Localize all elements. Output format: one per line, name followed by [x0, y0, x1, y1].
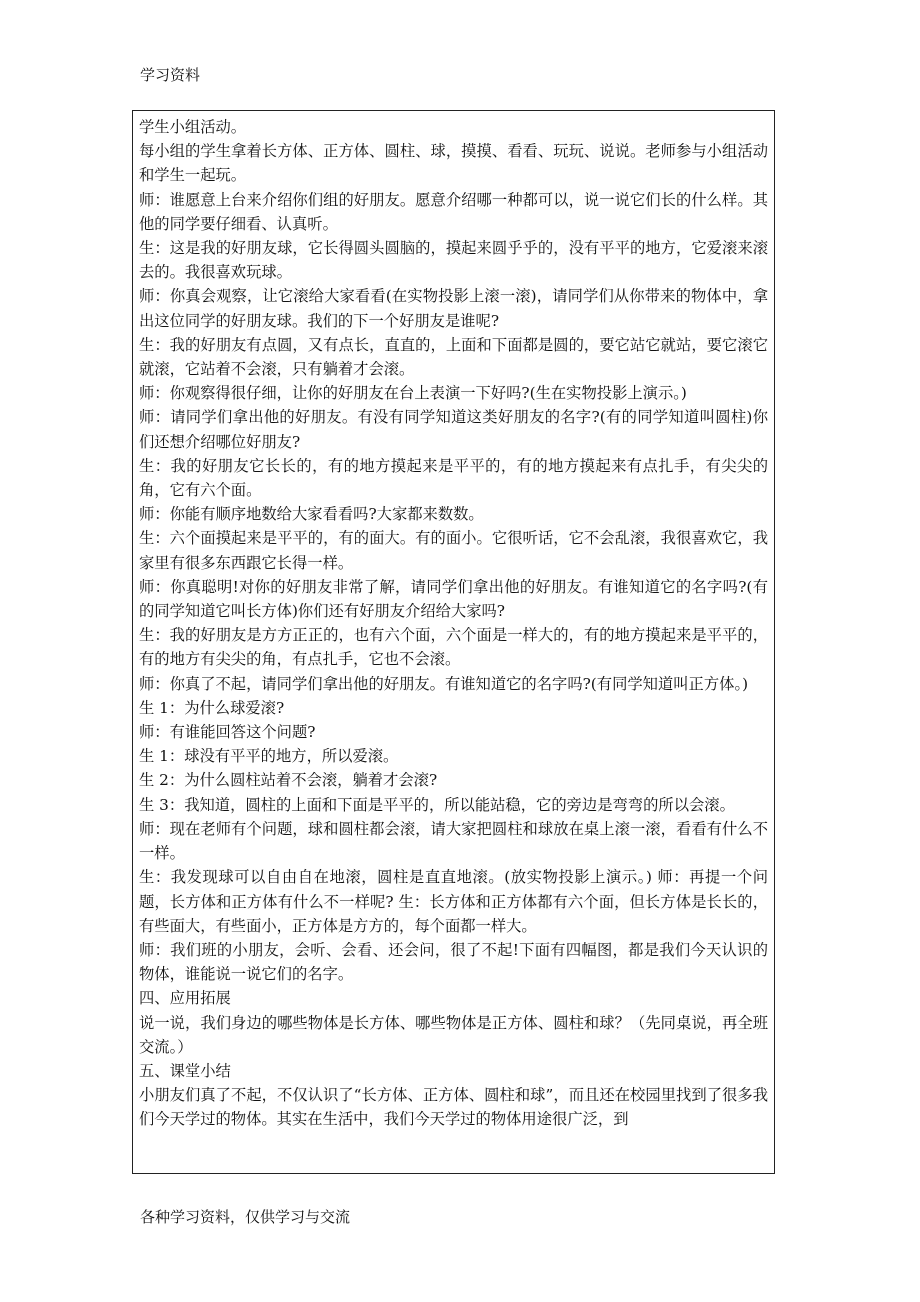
paragraph: 小朋友们真了不起，不仅认识了“长方体、正方体、圆柱和球”，而且还在校园里找到了很多我们今天学过的物体。其实在生活中，我们今天学过的物体用途很广泛，到 [139, 1086, 768, 1129]
content-table-cell [132, 110, 775, 1174]
paragraph: 师：有谁能回答这个问题? [139, 723, 316, 742]
paragraph: 生 3：我知道，圆柱的上面和下面是平平的，所以能站稳，它的旁边是弯弯的所以会滚。 [139, 795, 735, 814]
paragraph: 师：谁愿意上台来介绍你们组的好朋友。愿意介绍哪一种都可以，说一说它们长的什么样。其他的同学要仔细看、认真听。 [139, 190, 768, 233]
paragraph: 师：你观察得很仔细，让你的好朋友在台上表演一下好吗?(生在实物投影上演示。) [139, 384, 687, 403]
paragraph: 师：你真聪明!对你的好朋友非常了解，请同学们拿出他的好朋友。有谁知道它的名字吗?(有的同学知道它叫长方体)你们还有好朋友介绍给大家吗? [139, 577, 768, 621]
paragraph: 生：我的好朋友是方方正正的，也有六个面，六个面是一样大的，有的地方摸起来是平平的，有的地方有尖尖的角，有点扎手，它也不会滚。 [139, 626, 768, 669]
paragraph: 生：我的好朋友有点圆，又有点长，直直的，上面和下面都是圆的，要它站它就站，要它滚它就滚，它站着不会滚，只有躺着才会滚。 [139, 335, 768, 379]
page-footer: 各种学习资料，仅供学习与交流 [140, 1208, 351, 1226]
paragraph: 师：你能有顺序地数给大家看看吗?大家都来数数。 [139, 505, 484, 524]
paragraph: 生：我的好朋友它长长的，有的地方摸起来是平平的，有的地方摸起来有点扎手，有尖尖的角，它有六个面。 [139, 456, 768, 500]
paragraph: 学生小组活动。 [139, 118, 247, 136]
paragraph: 生 1：球没有平平的地方，所以爱滚。 [139, 747, 399, 766]
paragraph: 师：请同学们拿出他的好朋友。有没有同学知道这类好朋友的名字?(有的同学知道叫圆柱)你们还想介绍哪位好朋友? [139, 408, 768, 451]
paragraph: 生：这是我的好朋友球，它长得圆头圆脑的，摸起来圆乎乎的，没有平平的地方，它爱滚来滚去的。我很喜欢玩球。 [139, 239, 768, 282]
section-heading: 四、应用拓展 [139, 989, 231, 1008]
paragraph: 师：你真会观察，让它滚给大家看看(在实物投影上滚一滚)，请同学们从你带来的物体中，拿出这位同学的好朋友球。我们的下一个好朋友是谁呢? [139, 287, 768, 330]
paragraph: 生：我发现球可以自由自在地滚，圆柱是直直地滚。(放实物投影上演示。) 师：再提一个问题，长方体和正方体有什么不一样呢? 生：长方体和正方体都有六个面，但长方体是长长的，有些面大，有些面小，正方体是方方的，每个面都一样大。 [139, 868, 768, 935]
paragraph: 师：现在老师有个问题，球和圆柱都会滚，请大家把圆柱和球放在桌上滚一滚，看看有什么不一样。 [139, 819, 768, 863]
section-heading: 五、课堂小结 [139, 1061, 231, 1080]
paragraph: 说一说，我们身边的哪些物体是长方体、哪些物体是正方体、圆柱和球？（先同桌说，再全班交流。） [139, 1013, 768, 1056]
paragraph: 生 2：为什么圆柱站着不会滚，躺着才会滚? [139, 771, 438, 790]
paragraph: 师：我们班的小朋友，会听、会看、还会问，很了不起!下面有四幅图，都是我们今天认识的物体，谁能说一说它们的名字。 [139, 940, 768, 984]
paragraph: 师：你真了不起，请同学们拿出他的好朋友。有谁知道它的名字吗?(有同学知道叫正方体。) [139, 674, 749, 693]
paragraph: 生：六个面摸起来是平平的，有的面大。有的面小。它很听话，它不会乱滚，我很喜欢它，我家里有很多东西跟它长得一样。 [139, 529, 768, 572]
page-header: 学习资料 [140, 66, 201, 84]
paragraph: 生 1：为什么球爱滚? [139, 698, 285, 717]
paragraph: 每小组的学生拿着长方体、正方体、圆柱、球，摸摸、看看、玩玩、说说。老师参与小组活动和学生一起玩。 [139, 142, 768, 185]
